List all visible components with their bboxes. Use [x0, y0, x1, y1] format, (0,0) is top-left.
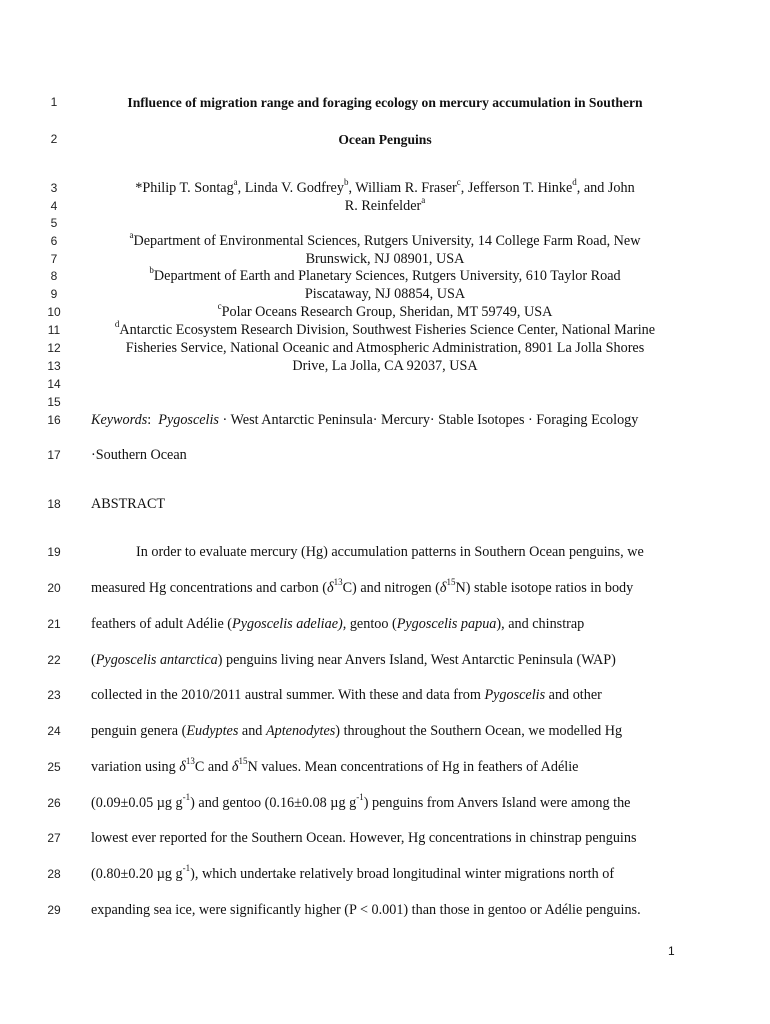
affiliation-mark: a: [233, 177, 238, 188]
line-number: 25: [47, 760, 61, 774]
author-name: R. Reinfelder: [344, 198, 422, 214]
genus-name: Pygoscelis: [484, 687, 546, 703]
species-name: Pygoscelis antarctica: [95, 652, 218, 668]
line-number: 21: [47, 617, 61, 631]
keyword: Pygoscelis: [158, 412, 219, 428]
abstract-line: expanding sea ice, were significantly higher (P < 0.001) than those in gentoo or Adélie penguins.: [91, 902, 641, 918]
affiliation-a-line-2: Brunswick, NJ 08901, USA: [305, 251, 465, 267]
isotope-mass: 15: [238, 756, 248, 767]
abstract-line: [91, 723, 622, 740]
text-span: collected in the 2010/2011 austral summer. With these and data from: [91, 687, 485, 703]
affiliation-mark: d: [114, 319, 120, 330]
keywords-label: Keywords: [91, 412, 148, 428]
line-number: 1: [50, 95, 58, 109]
text-span: variation using: [91, 759, 180, 775]
title-line-2: Ocean Penguins: [338, 132, 432, 147]
affiliation-mark: d: [572, 177, 577, 188]
text-span: (0.09±0.05 µg g: [91, 795, 183, 811]
unit-exponent: -1: [182, 863, 191, 874]
text-span: feathers of adult Adélie (: [91, 616, 233, 632]
line-number: 14: [47, 377, 61, 391]
species-name: Pygoscelis papua: [396, 616, 497, 632]
keywords-line-2: ·Southern Ocean: [91, 447, 187, 463]
line-number: 24: [47, 724, 61, 738]
abstract-line: In order to evaluate mercury (Hg) accumulation patterns in Southern Ocean penguins, we: [136, 544, 644, 560]
line-number: 28: [47, 867, 61, 881]
affiliation-d-line-3: Drive, La Jolla, CA 92037, USA: [292, 358, 478, 374]
isotope-mass: 15: [446, 577, 456, 588]
line-number: 13: [47, 359, 61, 373]
line-number: 29: [47, 903, 61, 917]
affiliation-d-line-1: [90, 319, 680, 339]
isotope-mass: 13: [185, 756, 195, 767]
affiliation-mark: c: [217, 301, 222, 312]
text-span: (: [91, 652, 96, 668]
text-span: gentoo (: [346, 616, 397, 632]
line-number: 9: [50, 287, 58, 301]
abstract-line: [91, 652, 616, 669]
line-number: 7: [50, 252, 58, 266]
affiliation-mark: b: [343, 177, 349, 188]
author-name: , William R. Fraser: [348, 180, 457, 196]
text-span: C and: [194, 759, 232, 775]
affiliation-c-line-1: [90, 301, 680, 321]
keywords-separator: :: [147, 412, 159, 428]
keywords-line-1: [91, 412, 638, 429]
affiliation-text: Polar Oceans Research Group, Sheridan, MT 59749, USA: [221, 304, 553, 320]
genus-name: Eudyptes: [186, 723, 239, 739]
delta-symbol: δ: [231, 759, 239, 775]
text-span: ) throughout the Southern Ocean, we modelled Hg: [335, 723, 623, 739]
delta-symbol: δ: [179, 759, 186, 775]
line-number: 2: [50, 132, 58, 146]
text-span: ), and chinstrap: [496, 616, 585, 632]
affiliation-text: Antarctic Ecosystem Research Division, Southwest Fisheries Science Center, National Marine: [119, 322, 656, 338]
affiliation-mark: b: [149, 265, 154, 276]
text-span: ) penguins from Anvers Island were among the: [363, 795, 631, 811]
affiliation-a-line-1: [90, 230, 680, 250]
delta-symbol: δ: [439, 580, 447, 596]
line-number: 10: [47, 305, 61, 319]
line-number: 11: [47, 323, 61, 337]
text-span: ) penguins living near Anvers Island, West Antarctic Peninsula (WAP): [217, 652, 616, 668]
text-span: (0.80±0.20 µg g: [91, 866, 183, 882]
abstract-line: [91, 792, 631, 812]
abstract-line: lowest ever reported for the Southern Ocean. However, Hg concentrations in chinstrap penguins: [91, 830, 637, 846]
affiliation-b-line-2: Piscataway, NJ 08854, USA: [304, 286, 466, 302]
line-number: 27: [47, 831, 61, 845]
authors-line-1: [90, 177, 680, 197]
text-span: ) and gentoo (0.16±0.08 µg g: [190, 795, 357, 811]
text-span: and other: [545, 687, 602, 703]
species-name: Pygoscelis adeliae),: [232, 616, 347, 632]
line-number: 4: [50, 199, 58, 213]
line-number: 22: [47, 653, 61, 667]
page-number: 1: [668, 944, 675, 958]
line-number: 6: [50, 234, 58, 248]
affiliation-text: Department of Environmental Sciences, Rutgers University, 14 College Farm Road, New: [133, 233, 641, 249]
abstract-line: [91, 756, 579, 776]
line-number: 5: [50, 216, 58, 230]
author-name: , Jefferson T. Hinke: [460, 180, 573, 196]
affiliation-mark: a: [421, 195, 426, 206]
text-span: measured Hg concentrations and carbon (: [91, 580, 327, 596]
text-span: N) stable isotope ratios in body: [455, 580, 634, 596]
author-name: *Philip T. Sontag: [135, 180, 234, 196]
unit-exponent: -1: [182, 792, 191, 803]
line-number: 3: [50, 181, 58, 195]
text-span: and: [238, 723, 266, 739]
line-number: 8: [50, 269, 58, 283]
text-span: C) and nitrogen (: [342, 580, 440, 596]
affiliation-b-line-1: [90, 265, 680, 285]
text-span: ), which undertake relatively broad longitudinal winter migrations north of: [190, 866, 615, 882]
abstract-line: [91, 863, 615, 883]
line-number: 17: [47, 448, 61, 462]
title-line-1: Influence of migration range and foraging ecology on mercury accumulation in Southern: [127, 95, 643, 110]
abstract-line: [91, 616, 584, 633]
line-number: 23: [47, 688, 61, 702]
line-number: 20: [47, 581, 61, 595]
delta-symbol: δ: [326, 580, 334, 596]
text-span: penguin genera (: [91, 723, 187, 739]
abstract-line: [91, 577, 634, 597]
affiliation-mark: c: [456, 177, 461, 188]
author-name: , Linda V. Godfrey: [237, 180, 344, 196]
line-number: 15: [47, 395, 61, 409]
author-name: , and John: [576, 180, 635, 196]
genus-name: Aptenodytes: [265, 723, 336, 739]
affiliation-mark: a: [129, 230, 134, 241]
line-number: 26: [47, 796, 61, 810]
authors-line-2: [90, 195, 680, 215]
unit-exponent: -1: [356, 792, 364, 803]
line-number: 19: [47, 545, 61, 559]
line-number: 18: [47, 497, 61, 511]
affiliation-d-line-2: Fisheries Service, National Oceanic and Atmospheric Administration, 8901 La Jolla Shores: [125, 340, 645, 356]
abstract-line: [91, 687, 602, 704]
isotope-mass: 13: [333, 577, 343, 588]
text-span: N values. Mean concentrations of Hg in feathers of Adélie: [247, 759, 579, 775]
abstract-heading: ABSTRACT: [91, 496, 166, 512]
line-number: 16: [47, 413, 61, 427]
keyword-list: · West Antarctic Peninsula· Mercury· Stable Isotopes · Foraging Ecology: [218, 412, 639, 428]
line-number: 12: [47, 341, 61, 355]
affiliation-text: Department of Earth and Planetary Sciences, Rutgers University, 610 Taylor Road: [153, 268, 621, 284]
